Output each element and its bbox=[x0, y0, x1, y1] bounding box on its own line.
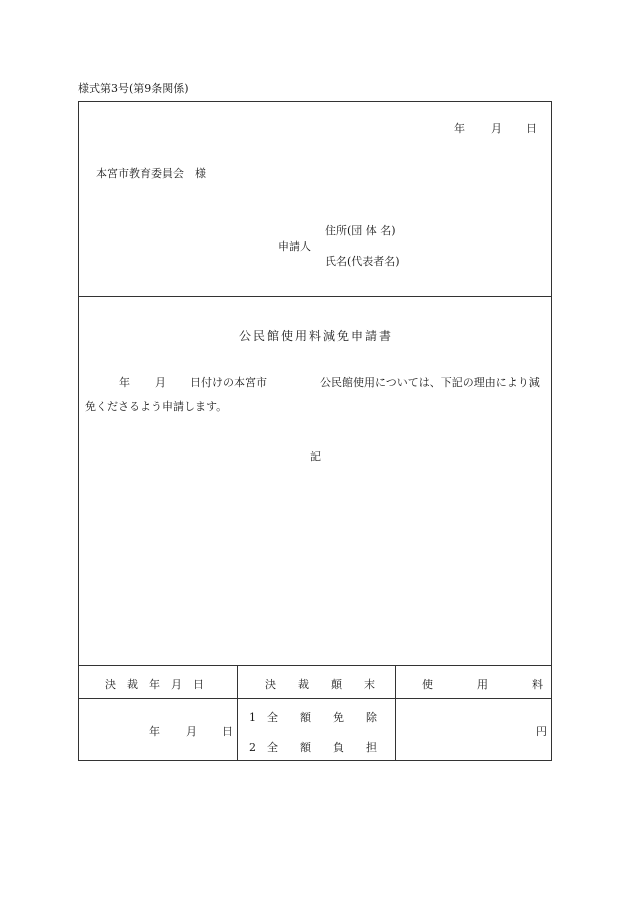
header-decision-outcome: 決 裁 顛 末 bbox=[265, 678, 375, 691]
document-title: 公民館使用料減免申請書 bbox=[239, 329, 394, 343]
name-label: 氏名(代表者名) bbox=[325, 255, 400, 268]
decision-day-label: 日 bbox=[222, 725, 233, 738]
address-label: 住所(団 体 名) bbox=[325, 224, 396, 237]
text-month-label: 月 bbox=[155, 376, 166, 389]
decision-month-label: 月 bbox=[186, 725, 197, 738]
header-decision-date: 決 裁 年 月 日 bbox=[105, 678, 204, 691]
outcome-option-2: 2 全 額 負 担 bbox=[249, 741, 377, 754]
text-day-city: 日付けの本宮市 bbox=[190, 376, 267, 389]
outcome-option-1: 1 全 額 免 除 bbox=[249, 711, 377, 724]
table-top-line bbox=[79, 665, 551, 666]
fee-unit-label: 円 bbox=[536, 725, 547, 738]
section-divider bbox=[79, 296, 551, 297]
text-line-2: 免くださるよう申請します。 bbox=[85, 400, 228, 413]
application-form bbox=[78, 101, 552, 761]
date-year-label: 年 bbox=[454, 122, 465, 135]
table-header-line bbox=[79, 698, 551, 699]
applicant-label: 申請人 bbox=[278, 240, 311, 253]
date-month-label: 月 bbox=[491, 122, 502, 135]
ki-label: 記 bbox=[310, 450, 321, 463]
form-number: 様式第3号(第9条関係) bbox=[78, 82, 189, 95]
text-usage: 公民館使用については、下記の理由により減 bbox=[320, 376, 540, 389]
table-col-divider-1 bbox=[237, 665, 238, 760]
header-usage-fee: 使 用 料 bbox=[422, 678, 543, 691]
addressee: 本宮市教育委員会 様 bbox=[96, 167, 206, 180]
date-day-label: 日 bbox=[526, 122, 537, 135]
text-year-label: 年 bbox=[119, 376, 130, 389]
decision-year-label: 年 bbox=[149, 725, 160, 738]
table-col-divider-2 bbox=[395, 665, 396, 760]
